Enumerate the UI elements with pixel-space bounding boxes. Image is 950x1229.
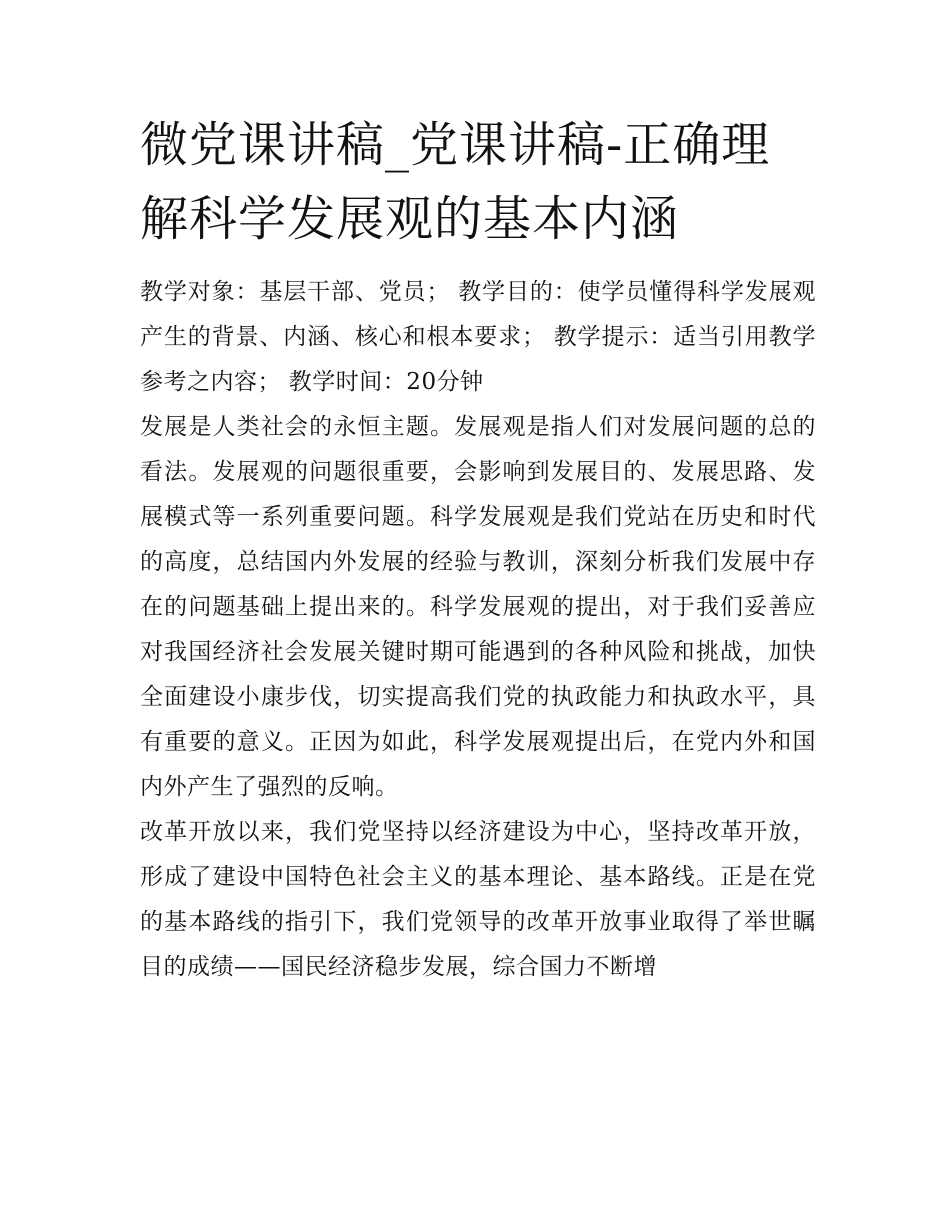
document-page <box>140 108 816 990</box>
intro-paragraph: 教学对象：基层干部、党员； 教学目的：使学员懂得科学发展观产生的背景、内涵、核心和根本要求； 教学提示：适当引用教学参考之内容； 教学时间：20分钟 <box>140 279 816 395</box>
body-paragraph-1: 发展是人类社会的永恒主题。发展观是指人们对发展问题的总的看法。发展观的问题很重要，会影响到发展目的、发展思路、发展模式等一系列重要问题。科学发展观是我们党站在历史和时代的高度，总结国内外发展的经验与教训，深刻分析我们发展中存在的问题基础上提出来的。科学发展观的提出，对于我们妥善应对我国经济社会发展关键时期可能遇到的各种风险和挑战，加快全面建设小康步伐，切实提高我们党的执政能力和执政水平，具有重要的意义。正因为如此，科学发展观提出后，在党内外和国内外产生了强烈的反响。 <box>140 414 816 800</box>
body-paragraph-2: 改革开放以来，我们党坚持以经济建设为中心，坚持改革开放，形成了建设中国特色社会主义的基本理论、基本路线。正是在党的基本路线的指引下，我们党领导的改革开放事业取得了举世瞩目的成绩——国民经济稳步发展，综合国力不断增 <box>140 819 816 980</box>
document-title: 微党课讲稿_党课讲稿-正确理解科学发展观的基本内涵 <box>140 117 771 247</box>
